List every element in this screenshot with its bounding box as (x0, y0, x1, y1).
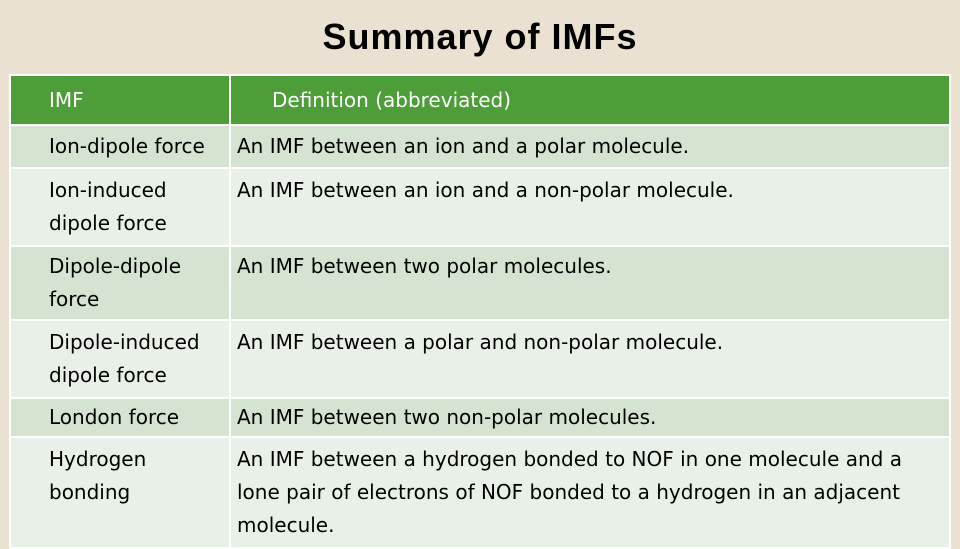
definition-cell: An IMF between a polar and non-polar molecule. (230, 320, 950, 398)
table-row (10, 125, 950, 168)
definition-cell: An IMF between a hydrogen bonded to NOF in one molecule and a lone pair of electrons of NOF bonded to a hydrogen in an adjacent molecule. (230, 437, 950, 548)
table-row (10, 398, 950, 437)
header-imf: IMF (10, 75, 230, 125)
imf-cell: Hydrogen bonding (10, 437, 230, 548)
slide-title: Summary of IMFs (322, 16, 638, 57)
table-row (10, 320, 950, 398)
table-row (10, 168, 950, 246)
definition-cell: An IMF between two non-polar molecules. (230, 398, 950, 437)
imf-cell: London force (10, 398, 230, 437)
definition-cell: An IMF between an ion and a polar molecule. (230, 125, 950, 168)
table-header-row (10, 75, 950, 125)
header-definition: Definition (abbreviated) (230, 75, 950, 125)
imf-cell: Ion-dipole force (10, 125, 230, 168)
imf-summary-table (9, 74, 951, 549)
imf-cell: Dipole-dipole force (10, 246, 230, 320)
imf-cell: Dipole-induced dipole force (10, 320, 230, 398)
table-row (10, 246, 950, 320)
table-row (10, 437, 950, 548)
definition-cell: An IMF between two polar molecules. (230, 246, 950, 320)
definition-cell: An IMF between an ion and a non-polar molecule. (230, 168, 950, 246)
imf-cell: Ion-induced dipole force (10, 168, 230, 246)
